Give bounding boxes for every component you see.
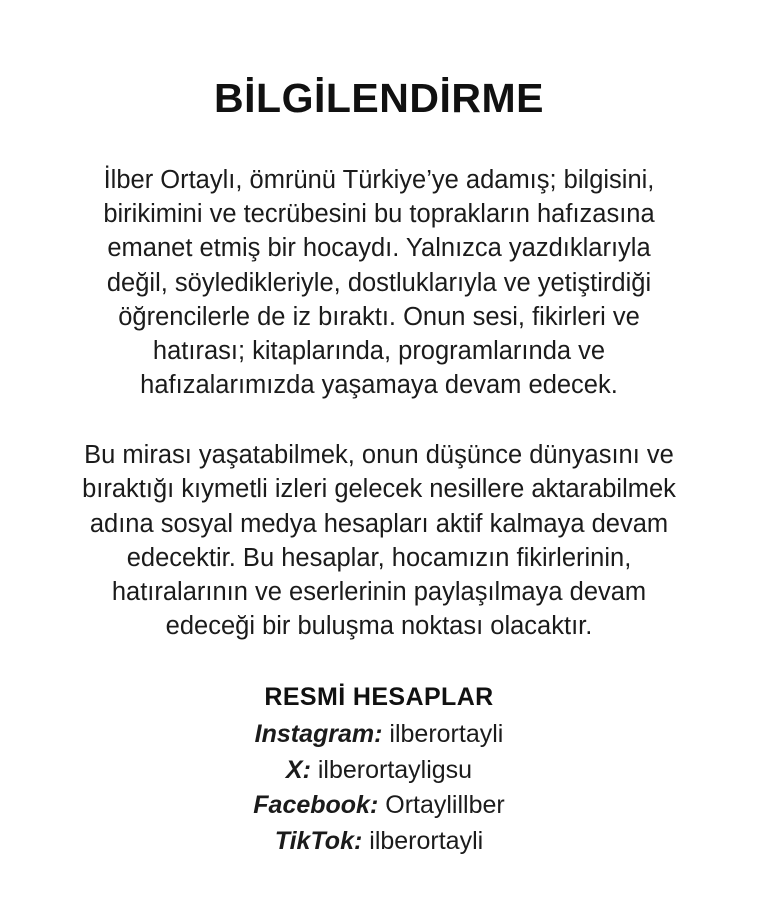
list-item: [79, 788, 679, 824]
official-accounts-heading: RESMİ HESAPLAR: [264, 683, 494, 712]
paragraph-one: İlber Ortaylı, ömrünü Türkiye’ye adamış; bilgisini, birikimini ve tecrübesini bu toprakların hafızasına emanet etmiş bir hocaydı. Yalnızca yazdıklarıyla değil, söyledikleriyle, dostluklarıyla ve yetiştirdiği öğrencilerle de iz bıraktı. Onun sesi, fikirleri ve hatırası; kitaplarında, programlarında ve hafızalarımızda yaşamaya devam edecek.: [103, 166, 655, 400]
paragraph-two: Bu mirası yaşatabilmek, onun düşünce dünyasını ve bıraktığı kıymetli izleri gelecek nesillere aktarabilmek adına sosyal medya hesapları aktif kalmaya devam edecektir. Bu hesaplar, hocamızın fikirlerinin, hatıralarının ve eserlerinin paylaşılmaya devam edeceği bir buluşma noktası olacaktır.: [82, 441, 676, 640]
body-text: [79, 163, 679, 643]
official-accounts-section: [79, 683, 679, 859]
page-title: BİLGİLENDİRME: [214, 75, 544, 121]
list-item: [79, 824, 679, 860]
facebook-handle[interactable]: Ortaylillber: [385, 791, 505, 820]
instagram-handle[interactable]: ilberortayli: [389, 720, 504, 749]
tiktok-label: TikTok:: [274, 826, 363, 855]
list-item: [79, 753, 679, 789]
x-handle[interactable]: ilberortayligsu: [317, 755, 473, 784]
tiktok-handle[interactable]: ilberortayli: [369, 826, 484, 855]
list-item: [79, 717, 679, 753]
instagram-label: Instagram:: [254, 720, 383, 749]
x-label: X:: [285, 755, 311, 784]
facebook-label: Facebook:: [253, 791, 379, 820]
